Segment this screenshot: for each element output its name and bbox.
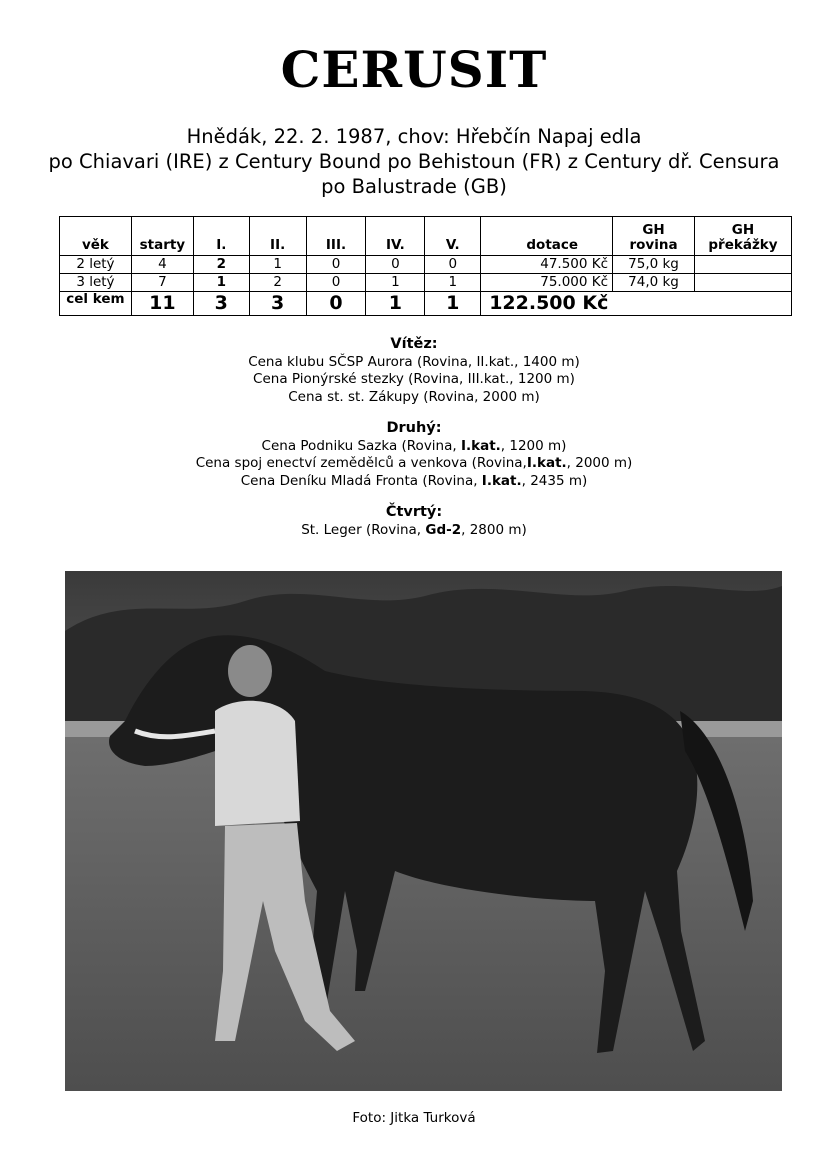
- cell-starts: 7: [131, 274, 193, 292]
- header-gh-jump: [694, 217, 791, 256]
- cell-second: 2: [249, 274, 306, 292]
- race-category: I.kat.: [481, 472, 522, 489]
- cell-gh-jump: [694, 256, 791, 274]
- fourth-place-heading: Čtvrtý:: [385, 504, 443, 520]
- cell-age: 3 letý: [60, 274, 132, 292]
- race-text: , 2435 m): [521, 472, 588, 489]
- horse-photo: [65, 571, 782, 1091]
- cell-gh-flat: 74,0 kg: [613, 274, 695, 292]
- table-header-row: [60, 217, 792, 256]
- horse-pedigree: [0, 124, 828, 199]
- header-age: věk: [60, 217, 132, 256]
- cell-fifth: 0: [425, 256, 481, 274]
- header-gh-flat-label: GH rovina: [629, 222, 678, 253]
- header-first: I.: [193, 217, 249, 256]
- race-stats-table: [59, 216, 792, 316]
- race-text: , 1200 m): [500, 437, 567, 454]
- list-item: Cena klubu SČSP Aurora (Rovina, II.kat., 1400 m): [248, 353, 580, 370]
- second-place-heading: Druhý:: [386, 420, 442, 436]
- total-fifth: 1: [425, 292, 481, 316]
- list-item: Cena Pionýrské stezky (Rovina, III.kat., 1200 m): [253, 371, 575, 387]
- cell-starts: 4: [131, 256, 193, 274]
- cell-fifth: 1: [425, 274, 481, 292]
- total-second: 3: [249, 292, 306, 316]
- cell-prize: 47.500 Kč: [481, 256, 613, 274]
- header-third: III.: [306, 217, 366, 256]
- header-second: II.: [249, 217, 306, 256]
- total-prize: 122.500 Kč: [481, 292, 792, 316]
- list-item: [0, 473, 828, 491]
- pedigree-line-3: po Balustrade (GB): [321, 175, 507, 198]
- header-gh-jump-label: GH překážky: [708, 222, 778, 253]
- race-category: I.kat.: [526, 455, 567, 471]
- list-item: [0, 455, 828, 473]
- race-results: [0, 336, 828, 539]
- total-fourth: 1: [366, 292, 425, 316]
- race-text: , 2800 m): [461, 521, 527, 538]
- cell-gh-jump: [694, 274, 791, 292]
- total-label: cel kem: [60, 292, 132, 316]
- total-first: 3: [193, 292, 249, 316]
- header-starts: starty: [131, 217, 193, 256]
- race-text: Cena Deníku Mladá Fronta (Rovina,: [240, 472, 482, 489]
- list-item: [0, 438, 828, 456]
- race-text: St. Leger (Rovina,: [301, 521, 426, 538]
- header-gh-flat: [613, 217, 695, 256]
- pedigree-line-2: po Chiavari (IRE) z Century Bound po Behistoun (FR) z Century dř. Censura: [48, 150, 780, 173]
- total-third: 0: [306, 292, 366, 316]
- race-text: Cena spoj enectví zemědělců a venkova (Rovina,: [195, 455, 527, 471]
- cell-fourth: 1: [366, 274, 425, 292]
- header-prize: dotace: [481, 217, 613, 256]
- cell-age: 2 letý: [60, 256, 132, 274]
- winner-heading: Vítěz:: [390, 336, 438, 352]
- cell-second: 1: [249, 256, 306, 274]
- table-row: [60, 256, 792, 274]
- race-category: I.kat.: [460, 437, 501, 454]
- cell-prize: 75.000 Kč: [481, 274, 613, 292]
- page-title: CERUSIT: [280, 40, 548, 99]
- list-item: [0, 522, 828, 540]
- total-starts: 11: [131, 292, 193, 316]
- race-category: Gd-2: [425, 521, 462, 538]
- photo-caption: Foto: Jitka Turková: [352, 1110, 476, 1126]
- cell-third: 0: [306, 274, 366, 292]
- cell-first: 2: [193, 256, 249, 274]
- race-text: Cena Podniku Sazka (Rovina,: [261, 437, 461, 454]
- horse-photo-image: [65, 571, 782, 1091]
- cell-fourth: 0: [366, 256, 425, 274]
- race-text: , 2000 m): [566, 455, 633, 471]
- list-item: Cena st. st. Zákupy (Rovina, 2000 m): [288, 388, 540, 405]
- table-row: [60, 274, 792, 292]
- header-fourth: IV.: [366, 217, 425, 256]
- header-fifth: V.: [425, 217, 481, 256]
- cell-third: 0: [306, 256, 366, 274]
- cell-first: 1: [193, 274, 249, 292]
- pedigree-line-1: Hnědák, 22. 2. 1987, chov: Hřebčín Napaj edla: [186, 125, 642, 148]
- table-total-row: [60, 292, 792, 316]
- cell-gh-flat: 75,0 kg: [613, 256, 695, 274]
